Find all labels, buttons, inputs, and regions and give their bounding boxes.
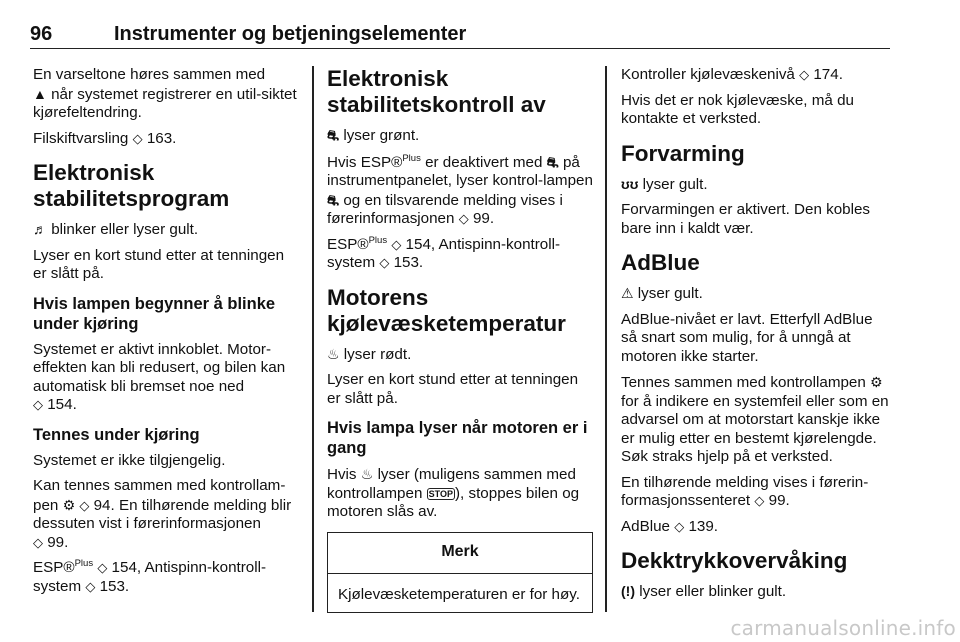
paragraph: Filskiftvarsling ◇ 163. [33,129,177,147]
paragraph: ESP®$^{Plus}$ ◇ 154, Antispinn-kontroll-system ◇ 153. [33,558,267,595]
reference-arrow-icon: ◇ [97,560,108,575]
column-3 [621,66,889,609]
section-heading: Dekktrykkovervåking [621,548,848,573]
paragraph: En tilhørende melding vises i førerin-formasjonssenteret ◇ 99. [621,473,869,509]
reference-arrow-icon: ◇ [132,130,143,146]
paragraph: Tennes sammen med kontrollampen ⚙ for å indikere en systemfeil eller som en advarsel om at motorstart kanskje ikke er mulig etter en bestemt kjørelengde. Søk straks hjelp på et verksted. [621,374,889,465]
esp-icon: ♬ [33,221,47,237]
section-heading: AdBlue [621,250,700,275]
section-heading: Elektronisk stabilitetskontroll av [327,66,546,117]
paragraph: En varseltone høres sammen med ▲ når systemet registrerer en util-siktet kjørefeltendring. [33,66,297,121]
esp-off-icon: ⛐ [327,191,340,208]
column-divider [312,66,314,612]
subsection-heading: Hvis lampen begynner å blinke under kjøring [33,294,276,333]
paragraph: Systemet er ikke tilgjengelig. [33,451,226,469]
reference-arrow-icon: ◇ [754,493,765,508]
reference-arrow-icon: ◇ [458,211,469,226]
paragraph: Hvis det er nok kjølevæske, må du kontakte et verksted. [621,91,854,127]
coolant-temperature-icon: ♨ [360,466,374,482]
note-body: Kjølevæsketemperaturen er for høy. [338,585,580,603]
section-heading: Elektronisk stabilitetsprogram [33,160,230,211]
paragraph: Kan tennes sammen med kontrollam-pen ⚙ ◇ 94. En tilhørende melding blir dessuten vist i førerinformasjonen ◇ 99. [33,477,292,551]
note-box [327,532,593,614]
paragraph: ʊʊ lyser gult. [621,175,708,193]
esp-off-icon: ⛐ [546,153,559,170]
paragraph: AdBlue ◇ 139. [621,517,719,535]
reference-arrow-icon: ◇ [379,255,390,270]
engine-icon: ⚙ [870,374,883,390]
tyre-pressure-icon: (!) [621,583,635,599]
paragraph: Hvis ESP®$^{Plus}$ er deaktivert med ⛐ på instrumentpanelet, lyser kontrol-lampen ⛐ og en tilsvarende melding vises i førerinformasjonen ◇ 99. [327,152,593,227]
column-1 [33,66,299,603]
note-title: Merk [328,533,592,574]
watermark: carmanualsonline.info [730,616,956,640]
paragraph: Systemet er aktivt innkoblet. Motor-effekten kan bli redusert, og bilen kan automatisk bli bremset noe ned ◇ 154. [33,340,286,413]
section-heading: Motorens kjølevæsketemperatur [327,284,566,336]
paragraph: Forvarmingen er aktivert. Den kobles bare inn i kaldt vær. [621,201,871,237]
paragraph: ♨ lyser rødt. [327,345,412,363]
paragraph: AdBlue-nivået er lavt. Etterfyll AdBlue så snart som mulig, for å unngå at motoren ikke starter. [621,310,873,365]
column-divider [605,66,607,612]
stop-icon: STOP [428,488,453,499]
esp-off-icon: ⛐ [327,127,340,143]
preheat-icon: ʊʊ [621,175,639,192]
header-title: Instrumenter og betjeningselementer [114,23,467,45]
section-heading: Forvarming [621,140,745,166]
page-header [30,22,890,49]
reference-arrow-icon: ◇ [674,518,685,534]
paragraph: Lyser en kort stund etter at tenningen er slått på. [327,371,579,407]
paragraph: Hvis ♨ lyser (muligens sammen med kontrollampen STOP ), stoppes bilen og motoren slås av. [327,466,580,520]
page-number: 96 [30,23,53,45]
lane-departure-icon: ▲ [33,85,47,102]
reference-arrow-icon: ◇ [85,578,96,594]
reference-arrow-icon: ◇ [79,497,90,513]
engine-icon: ⚙ [62,496,76,513]
coolant-temperature-icon: ♨ [327,345,340,362]
paragraph: ⚠ lyser gult. [621,285,703,302]
reference-arrow-icon: ◇ [33,534,43,550]
reference-arrow-icon: ◇ [799,67,810,82]
reference-arrow-icon: ◇ [33,397,43,412]
subsection-heading: Hvis lampa lyser når motoren er i gang [327,419,588,457]
adblue-icon: ⚠ [621,285,634,301]
paragraph: ♬ blinker eller lyser gult. [33,221,199,238]
paragraph: ⛐ lyser grønt. [327,127,420,144]
subsection-heading: Tennes under kjøring [33,425,200,444]
reference-arrow-icon: ◇ [391,236,402,252]
paragraph: Lyser en kort stund etter at tenningen er slått på. [33,246,285,282]
paragraph: Kontroller kjølevæskenivå ◇ 174. [621,66,843,83]
paragraph: ESP®$^{Plus}$ ◇ 154, Antispinn-kontroll-system ◇ 153. [327,234,561,271]
column-2 [327,66,593,613]
paragraph: (!) lyser eller blinker gult. [621,583,787,600]
